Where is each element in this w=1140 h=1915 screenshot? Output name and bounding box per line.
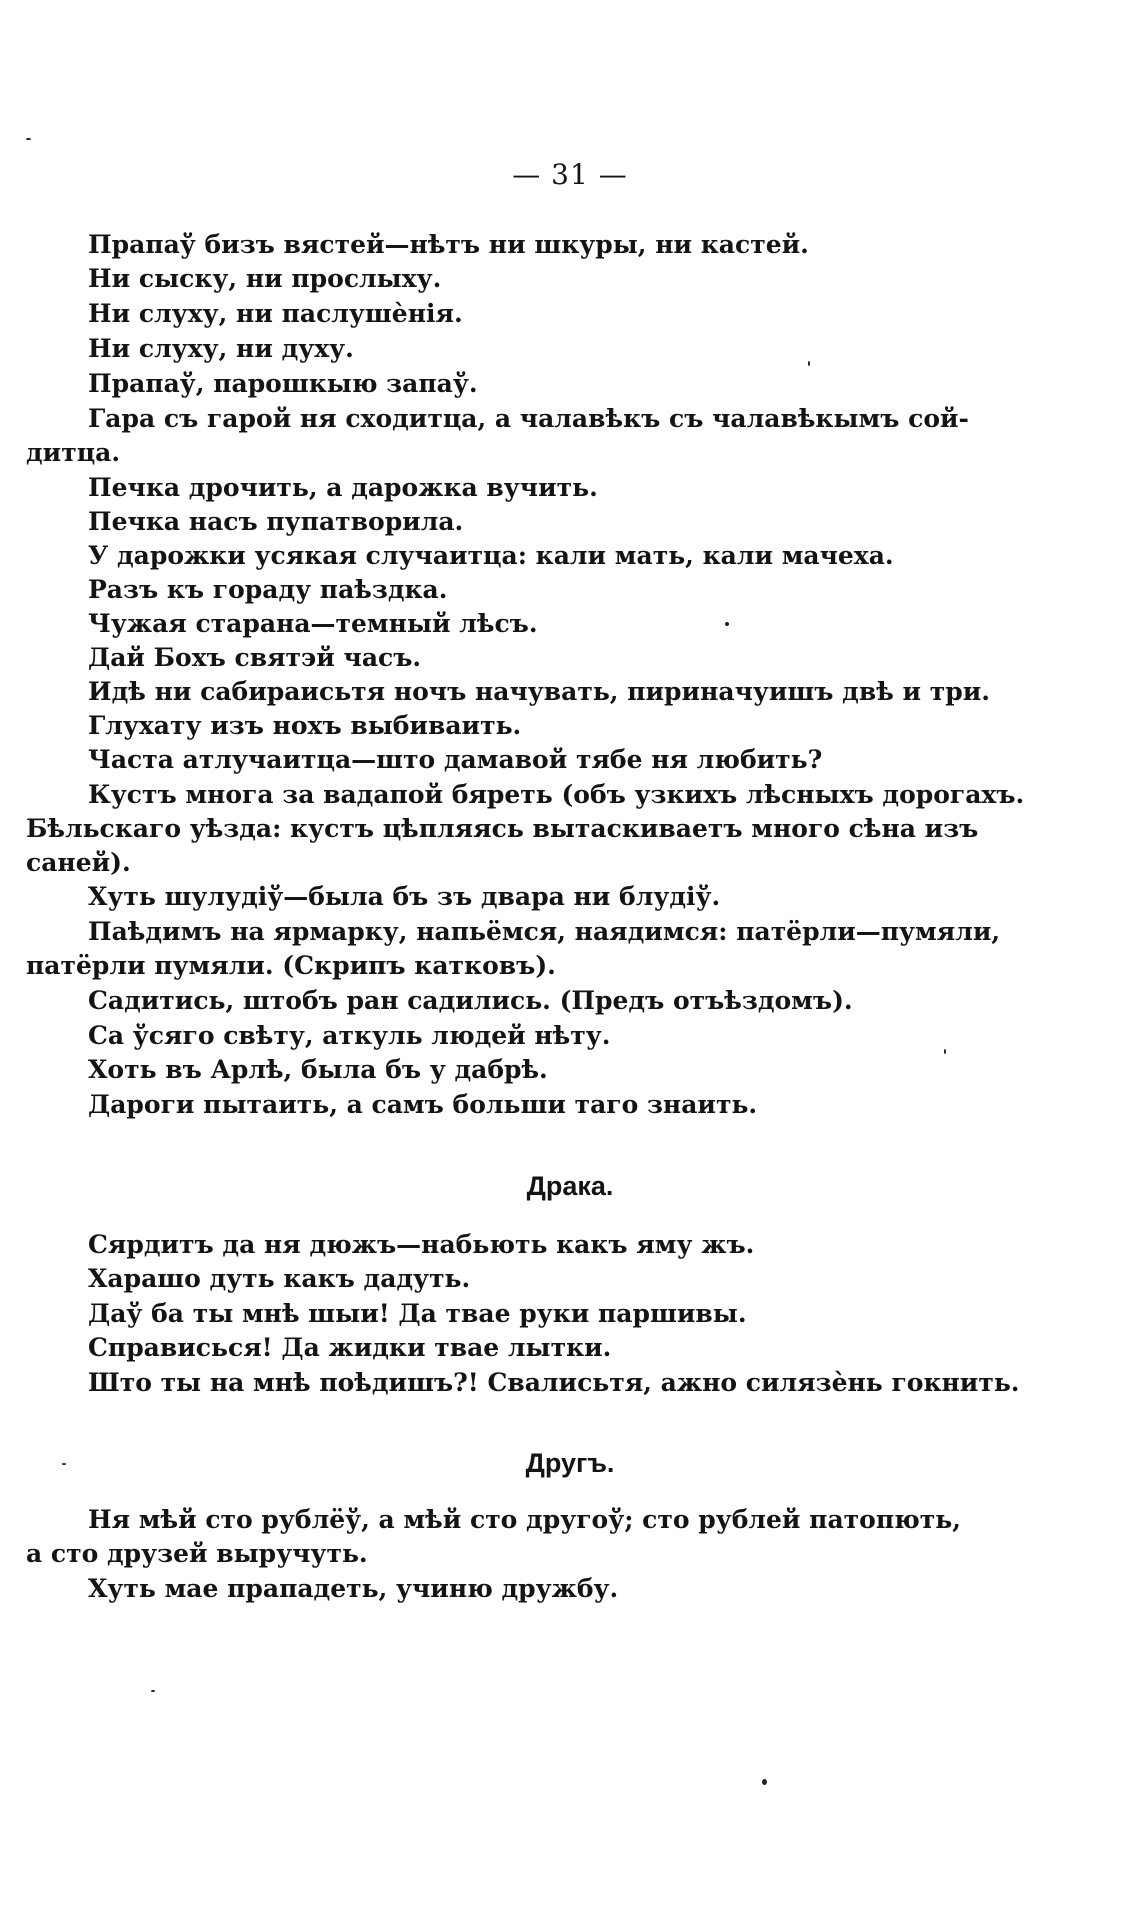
scan-speck xyxy=(62,1463,66,1465)
proverb-line: Разъ къ гораду паѣздка. xyxy=(88,575,448,604)
proverb-line: У дарожки усякая случаитца: кали мать, кали мачеха. xyxy=(88,541,894,570)
section-heading-drug: Другъ. xyxy=(525,1448,615,1478)
proverb-line: Даў ба ты мнѣ шыи! Да твае руки паршивы. xyxy=(88,1299,747,1328)
proverb-line: Гара съ гарой ня сходитца, а чалавѣкъ съ чалавѣкымъ сой- xyxy=(88,404,969,433)
proverb-line-continuation: а сто друзей выручуть. xyxy=(26,1539,368,1568)
proverb-line: Глухату изъ нохъ выбиваить. xyxy=(88,711,522,740)
proverb-line: Хоть въ Арлѣ, была бъ у дабрѣ. xyxy=(88,1055,548,1084)
proverb-line: Прапаў, парошкыю запаў. xyxy=(88,369,478,398)
proverb-line: Дароги пытаить, а самъ больши таго знаить. xyxy=(88,1090,758,1119)
proverb-line: Печка дрочить, а дарожка вучить. xyxy=(88,473,598,502)
scan-speck xyxy=(808,361,810,366)
page-number: — 31 — xyxy=(512,158,628,191)
proverb-line-continuation: саней). xyxy=(26,848,131,877)
proverb-line: Часта атлучаитца—што дамавой тябе ня любить? xyxy=(88,745,823,774)
proverb-line: Паѣдимъ на ярмарку, напьёмся, наядимся: патёрли—пумяли, xyxy=(88,917,1001,946)
scan-speck xyxy=(26,138,31,140)
proverb-line-continuation: патёрли пумяли. (Скрипъ катковъ). xyxy=(26,951,556,980)
proverb-line: Ня мѣй сто рублёў, а мѣй сто другоў; сто рублей патопють, xyxy=(88,1505,961,1534)
scan-speck xyxy=(151,1690,155,1692)
proverb-line: Хуть мае прападеть, учиню дружбу. xyxy=(88,1574,619,1603)
proverb-line: Справисься! Да жидки твае лытки. xyxy=(88,1333,612,1362)
scan-speck xyxy=(725,622,729,626)
proverb-line: Хуть шулудіў—была бъ зъ двара ни блудіў. xyxy=(88,882,721,911)
proverb-line: Кустъ многа за вадапой бяреть (объ узкихъ лѣсныхъ дорогахъ. xyxy=(88,780,1025,809)
proverb-line: Што ты на мнѣ поѣдишъ?! Свалисьтя, ажно силязѐнь гокнить. xyxy=(88,1368,1020,1397)
proverb-line: Харашо дуть какъ дадуть. xyxy=(88,1264,471,1293)
proverb-line: Са ўсяго свѣту, аткуль людей нѣту. xyxy=(88,1021,611,1050)
proverb-line: Чужая старана—темный лѣсъ. xyxy=(88,609,538,638)
proverb-line: Ни сыску, ни прослыху. xyxy=(88,264,442,293)
proverb-line: Идѣ ни сабираисьтя ночъ начувать, пириначуишъ двѣ и три. xyxy=(88,677,990,706)
proverb-line: Садитись, штобъ ран садились. (Предъ отъѣздомъ). xyxy=(88,986,853,1015)
section-heading-draka: Драка. xyxy=(526,1171,614,1201)
proverb-line-continuation: дитца. xyxy=(26,438,121,467)
proverb-line: Ни слуху, ни духу. xyxy=(88,334,354,363)
proverb-line: Печка насъ пупатворила. xyxy=(88,507,464,536)
proverb-line: Прапаў бизъ вястей—нѣтъ ни шкуры, ни кастей. xyxy=(88,230,809,259)
proverb-line-continuation: Бѣльскаго уѣзда: кустъ цѣпляясь вытаскиваетъ много сѣна изъ xyxy=(26,814,979,843)
proverb-line: Сярдитъ да ня дюжъ—набьють какъ яму жъ. xyxy=(88,1230,755,1259)
proverb-line: Ни слуху, ни паслушѐнія. xyxy=(88,299,463,328)
proverb-line: Дай Бохъ святэй часъ. xyxy=(88,643,422,672)
scan-speck xyxy=(762,1779,767,1785)
scan-speck xyxy=(944,1049,946,1054)
